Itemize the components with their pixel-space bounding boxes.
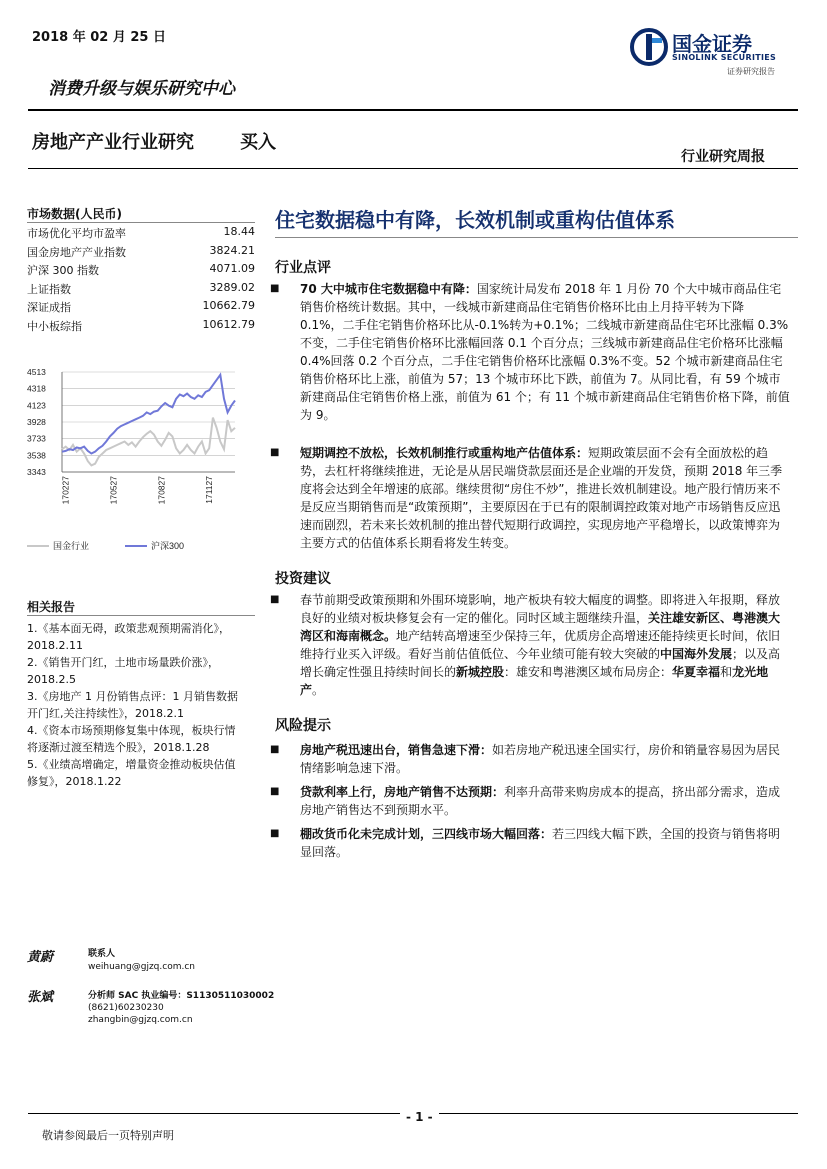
market-data-label: 沪深 300 指数 bbox=[27, 264, 99, 277]
rating: 买入 bbox=[240, 132, 276, 153]
market-data-value: 18.44 bbox=[223, 225, 255, 238]
section-heading: 风险提示 bbox=[275, 718, 331, 734]
author-email: zhangbin@gjzq.com.cn bbox=[88, 1015, 193, 1025]
author-email: weihuang@gjzq.com.cn bbox=[88, 962, 195, 972]
y-tick-label: 3343 bbox=[27, 467, 46, 477]
author-name: 黄蔚 bbox=[27, 950, 54, 965]
paragraph: ■ 房地产税迅速出台，销售急速下滑：如若房地产税迅速全国实行，房价和销量容易因为居民情绪影响急速下滑。 bbox=[270, 743, 781, 775]
bullet-icon: ■ bbox=[270, 594, 280, 605]
market-data-row bbox=[27, 244, 255, 262]
research-center: 消费升级与娱乐研究中心 bbox=[48, 79, 235, 99]
y-tick-label: 3733 bbox=[27, 433, 46, 444]
market-data-value: 3824.21 bbox=[209, 243, 255, 257]
related-report-item: 5.《业绩高增确定，增量资金推动板块估值 修复》，2018.1.22 bbox=[27, 758, 236, 788]
bullet-icon: ■ bbox=[270, 828, 280, 839]
market-data-label: 上证指数 bbox=[27, 282, 71, 296]
section-heading: 行业点评 bbox=[275, 260, 331, 276]
author-role: 联系人 bbox=[88, 949, 116, 959]
x-tick-label: 171127 bbox=[204, 476, 215, 504]
y-tick-label: 3928 bbox=[27, 417, 46, 427]
market-data-row bbox=[27, 225, 255, 243]
market-data-row bbox=[27, 318, 255, 336]
market-data-value: 4071.09 bbox=[209, 262, 255, 275]
report-type: 行业研究周报 bbox=[681, 149, 765, 165]
market-data-title: 市场数据(人民币) bbox=[27, 207, 122, 221]
divider bbox=[28, 109, 798, 111]
divider bbox=[275, 237, 798, 238]
report-date: 2018 年 02 月 25 日 bbox=[32, 30, 166, 45]
market-data-label: 国金房地产产业指数 bbox=[27, 245, 126, 259]
disclaimer: 敬请参阅最后一页特别声明 bbox=[42, 1129, 174, 1142]
related-report-item: 1.《基本面无碍，政策悲观预期需消化》， 2018.2.11 bbox=[27, 622, 230, 652]
paragraph: ■ 贷款利率上行，房地产销售不达预期：利率升高带来购房成本的提高，挤出部分需求，造成房地产销售达不到预期水平。 bbox=[270, 785, 781, 817]
author-name: 张斌 bbox=[27, 990, 54, 1005]
x-tick-label: 170827 bbox=[156, 476, 167, 505]
x-tick-label: 170527 bbox=[108, 476, 119, 505]
related-report-item: 3.《房地产 1 月份销售点评：1 月销售数据 开门红,关注持续性》，2018.2.1 bbox=[27, 690, 238, 720]
market-data-value: 3289.02 bbox=[209, 280, 255, 294]
y-tick-label: 4318 bbox=[27, 383, 46, 394]
bullet-icon: ■ bbox=[270, 447, 280, 458]
page-number: - 1 - bbox=[400, 1110, 439, 1124]
divider bbox=[27, 615, 255, 616]
legend-label: 沪深300 bbox=[151, 541, 185, 551]
logo-english: SINOLINK SECURITIES bbox=[672, 53, 777, 62]
market-data-label: 中小板综指 bbox=[27, 319, 82, 333]
market-data-row bbox=[27, 281, 255, 299]
logo-subtitle: 证券研究报告 bbox=[727, 67, 775, 76]
author-role: 分析师 SAC 执业编号：S1130511030002 bbox=[88, 991, 275, 1001]
market-data-value: 10662.79 bbox=[202, 299, 255, 312]
index-line-chart bbox=[25, 365, 265, 555]
paragraph: ■ 70 大中城市住宅数据稳中有降：国家统计局发布 2018 年 1 月份 70 个大中城市商品住宅销售价格统计数据。其中，一线城市新建商品住宅销售价格环比由上月持平转为下降 0.1%，二手住宅销售价格环比从-0.1%转为+0.1%；二线城市新建商品住宅环比涨幅 0.3%不变，二手住宅销售价格环比涨幅回落 0.1 个百分点；三线城市新建商品住宅价格环比涨幅 0.4%回落 0.2 个百分点，二手住宅销售价格环比涨幅 0.3%不变。52 个城市新建商品住宅销售价格环比上涨，前值为 57；13 个城市环比下跌，前值为 7。从同比看，有 59 个城市新建商品住宅销售价格上涨，前值为 61 个；有 11 个城市新建商品住宅销售价格下降，前值为 9。 bbox=[270, 282, 790, 422]
sinolink-logo-icon bbox=[630, 28, 668, 66]
bullet-icon: ■ bbox=[270, 786, 280, 797]
related-report-item: 4.《资本市场预期修复集中体现，板块行情 将逐渐过渡至精选个股》，2018.1.28 bbox=[27, 724, 236, 754]
industry-title: 房地产产业行业研究 bbox=[32, 132, 194, 153]
paragraph: ■ 棚改货币化未完成计划，三四线市场大幅回落：若三四线大幅下跌，全国的投资与销售将明显回落。 bbox=[270, 827, 781, 859]
author-phone: (8621)60230230 bbox=[88, 1003, 164, 1013]
bullet-icon: ■ bbox=[270, 744, 280, 755]
logo-name: 国金证券 bbox=[672, 32, 752, 56]
paragraph: ■ 短期调控不放松，长效机制推行或重构地产估值体系：短期政策层面不会有全面放松的趋势，去杠杆将继续推进，无论是从居民端贷款层面还是企业端的开发贷，预期 2018 年三季度将会达到全年增速的底部。继续贯彻“房住不炒”，推进长效机制建设。地产股行情历来不是反应当期销售而是“政策预期”，主要原因在于已有的限制调控政策对地产市场销售反应迅速而剧烈，若未来长效机制的推出替代短期行政调控，实现房地产平稳增长，以政策博弈为主要方式的估值体系长期看将发生转变。 bbox=[270, 446, 783, 550]
divider bbox=[28, 168, 798, 169]
x-tick-label: 170227 bbox=[60, 476, 71, 505]
series-line-guojin bbox=[62, 418, 235, 466]
market-data-label: 深证成指 bbox=[27, 301, 71, 314]
y-tick-label: 3538 bbox=[27, 450, 46, 461]
market-data-row bbox=[27, 299, 255, 317]
section-heading: 投资建议 bbox=[275, 571, 331, 587]
related-report-item: 2.《销售开门红，土地市场量跌价涨》， 2018.2.5 bbox=[27, 656, 219, 686]
market-data-label: 市场优化平均市盈率 bbox=[27, 227, 126, 240]
paragraph: ■ 春节前期受政策预期和外围环境影响，地产板块有较大幅度的调整。即将进入年报期，释放良好的业绩对板块修复会有一定的催化。同时区域主题继续升温，关注雄安新区、粤港澳大湾区和海南概念。地产结转高增速至少保持三年，优质房企高增速还能持续更长时间，依旧维持行业买入评级。看好当前估值低位、今年业绩可能有较大突破的中国海外发展；以及高增长确定性强且持续时间长的新城控股：雄安和粤港澳区域布局房企：华夏幸福和龙光地产。 bbox=[270, 593, 781, 697]
legend-label: 国金行业 bbox=[53, 541, 90, 551]
divider bbox=[27, 222, 255, 223]
related-reports-title: 相关报告 bbox=[27, 600, 76, 614]
market-data-row bbox=[27, 262, 255, 280]
market-data-value: 10612.79 bbox=[202, 317, 255, 331]
report-title: 住宅数据稳中有降，长效机制或重构估值体系 bbox=[275, 208, 675, 232]
y-tick-label: 4123 bbox=[27, 400, 46, 411]
y-tick-label: 4513 bbox=[27, 367, 46, 377]
bullet-icon: ■ bbox=[270, 283, 280, 294]
